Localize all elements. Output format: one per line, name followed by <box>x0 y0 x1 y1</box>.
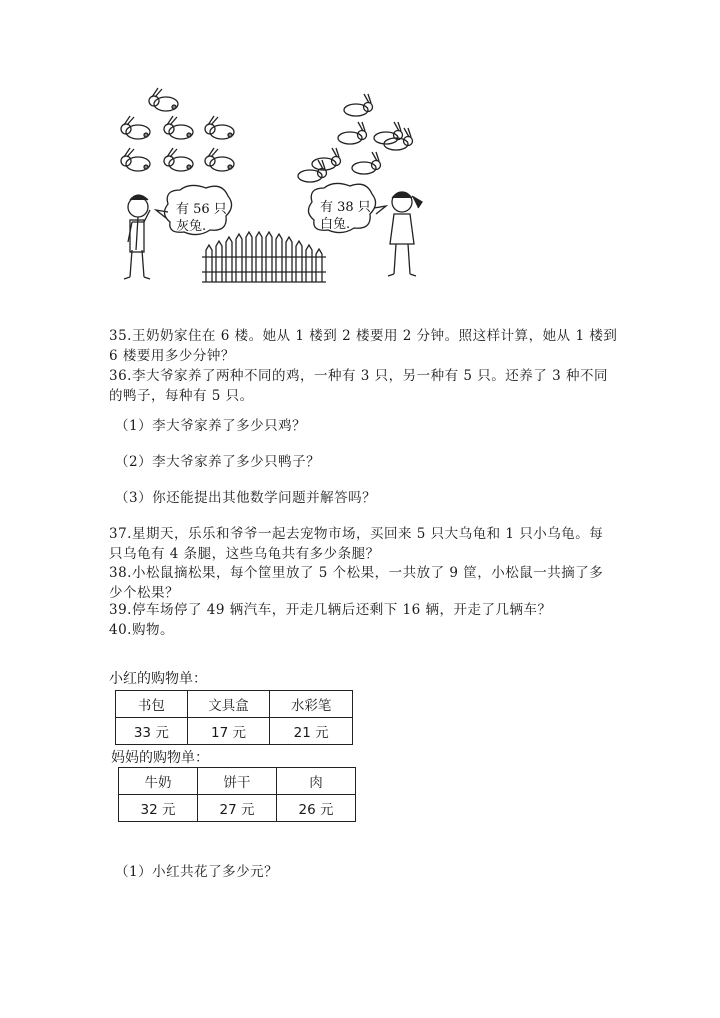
fence <box>202 232 326 282</box>
table-cell: 肉 <box>277 768 356 795</box>
xiaohong-list-caption: 小红的购物单： <box>109 671 207 687</box>
question-38: 38.小松鼠摘松果，每个筐里放了 5 个松果，一共放了 9 筐，小松鼠一共摘了多 少个松果？ <box>109 565 604 601</box>
table-cell: 水彩笔 <box>270 691 353 718</box>
question-36-part-1: （1）李大爷家养了多少只鸡？ <box>115 418 307 434</box>
table-row <box>119 795 356 822</box>
table-cell: 文具盒 <box>187 691 270 718</box>
table-cell: 32 元 <box>119 795 198 822</box>
question-36: 36.李大爷家养了两种不同的鸡，一种有 3 只，另一种有 5 只。还养了 3 种不同 的鸭子，每种有 5 只。 <box>109 368 608 404</box>
bubble-left-line1: 有 56 只 <box>176 202 227 217</box>
table-cell: 21 元 <box>270 718 353 745</box>
bubble-right-line2: 白兔. <box>320 217 351 232</box>
table-cell: 26 元 <box>277 795 356 822</box>
mom-list-caption: 妈妈的购物单： <box>111 750 209 766</box>
question-40: 40.购物。 <box>109 622 174 638</box>
girl-figure <box>388 192 422 276</box>
rabbit-illustration <box>110 82 450 292</box>
table-row <box>119 768 356 795</box>
table-cell: 17 元 <box>187 718 270 745</box>
boy-figure <box>124 195 150 279</box>
bubble-left-line2: 灰兔. <box>176 219 207 234</box>
xiaohong-shopping-table <box>115 690 353 745</box>
question-36-part-3: （3）你还能提出其他数学问题并解答吗？ <box>115 490 377 506</box>
question-35: 35.王奶奶家住在 6 楼。她从 1 楼到 2 楼要用 2 分钟。照这样计算，她从 1 楼到 6 楼要用多少分钟？ <box>109 328 618 364</box>
grey-rabbits <box>121 88 234 171</box>
bubble-right-line1: 有 38 只 <box>320 200 371 215</box>
table-cell: 27 元 <box>198 795 277 822</box>
question-39: 39.停车场停了 49 辆汽车，开走几辆后还剩下 16 辆，开走了几辆车？ <box>109 602 552 618</box>
table-cell: 33 元 <box>116 718 188 745</box>
table-row <box>116 718 353 745</box>
table-row <box>116 691 353 718</box>
question-36-part-2: （2）李大爷家养了多少只鸭子？ <box>115 454 321 470</box>
question-40-part-1: （1）小红共花了多少元？ <box>115 864 279 880</box>
question-37: 37.星期天，乐乐和爷爷一起去宠物市场，买回来 5 只大乌龟和 1 只小乌龟。每 只乌龟有 4 条腿，这些乌龟共有多少条腿？ <box>109 526 604 562</box>
mom-shopping-table <box>118 767 356 822</box>
table-cell: 书包 <box>116 691 188 718</box>
table-cell: 牛奶 <box>119 768 198 795</box>
table-cell: 饼干 <box>198 768 277 795</box>
white-rabbits <box>298 94 413 182</box>
